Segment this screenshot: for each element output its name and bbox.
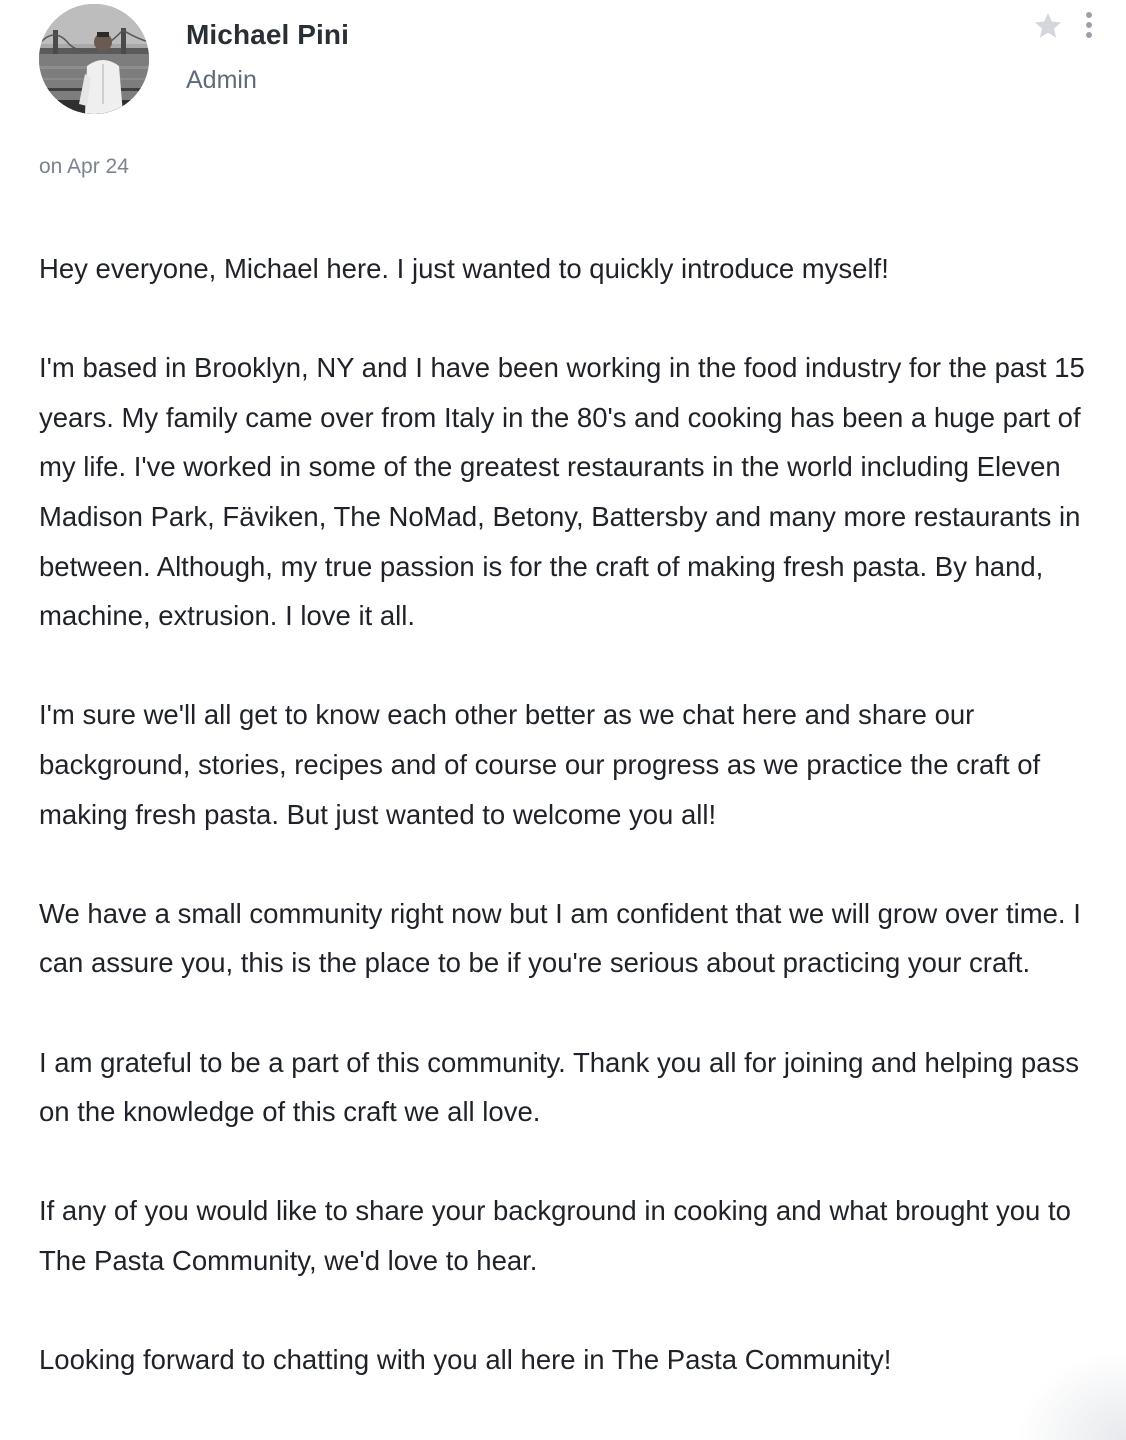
more-vertical-icon [1078,10,1100,42]
post-paragraph: If any of you would like to share your background in cooking and what brought you to The Pasta Community, we'd love to hear. [39,1195,1071,1276]
avatar[interactable] [39,4,149,114]
post-paragraph: Looking forward to chatting with you all here in The Pasta Community! [39,1344,892,1376]
post-paragraph: I'm sure we'll all get to know each other better as we chat here and share our background, stories, recipes and of course our progress as we practice the craft of making fresh pasta. But just wanted to welcome you all! [39,699,1041,830]
post-paragraph: We have a small community right now but I am confident that we will grow over time. I can assure you, this is the place to be if you're serious about practicing your craft. [39,897,1081,979]
more-options-button[interactable] [1078,10,1100,42]
star-icon [1032,10,1064,42]
author-name[interactable]: Michael Pini [186,19,350,50]
avatar-photo [39,4,149,114]
author-role-badge: Admin [186,66,257,94]
star-button[interactable] [1032,10,1064,42]
post-paragraph: I am grateful to be a part of this community. Thank you all for joining and helping pass on the knowledge of this craft we all love. [39,1046,1079,1128]
post-paragraph: Hey everyone, Michael here. I just wanted to quickly introduce myself! [39,253,889,284]
post-paragraph: I'm based in Brooklyn, NY and I have been working in the food industry for the past 15 years. My family came over from Italy in the 80's and cooking has been a huge part of my life. I've worked in some of the greatest restaurants in the world including Eleven Madison Park, Fäviken, The NoMad, Betony, Battersby and many more restaurants in between. Although, my true passion is for the craft of making fresh pasta. By hand, machine, extrusion. I love it all. [39,352,1085,632]
post-date: on Apr 24 [39,155,129,178]
post-body [39,244,1099,1434]
